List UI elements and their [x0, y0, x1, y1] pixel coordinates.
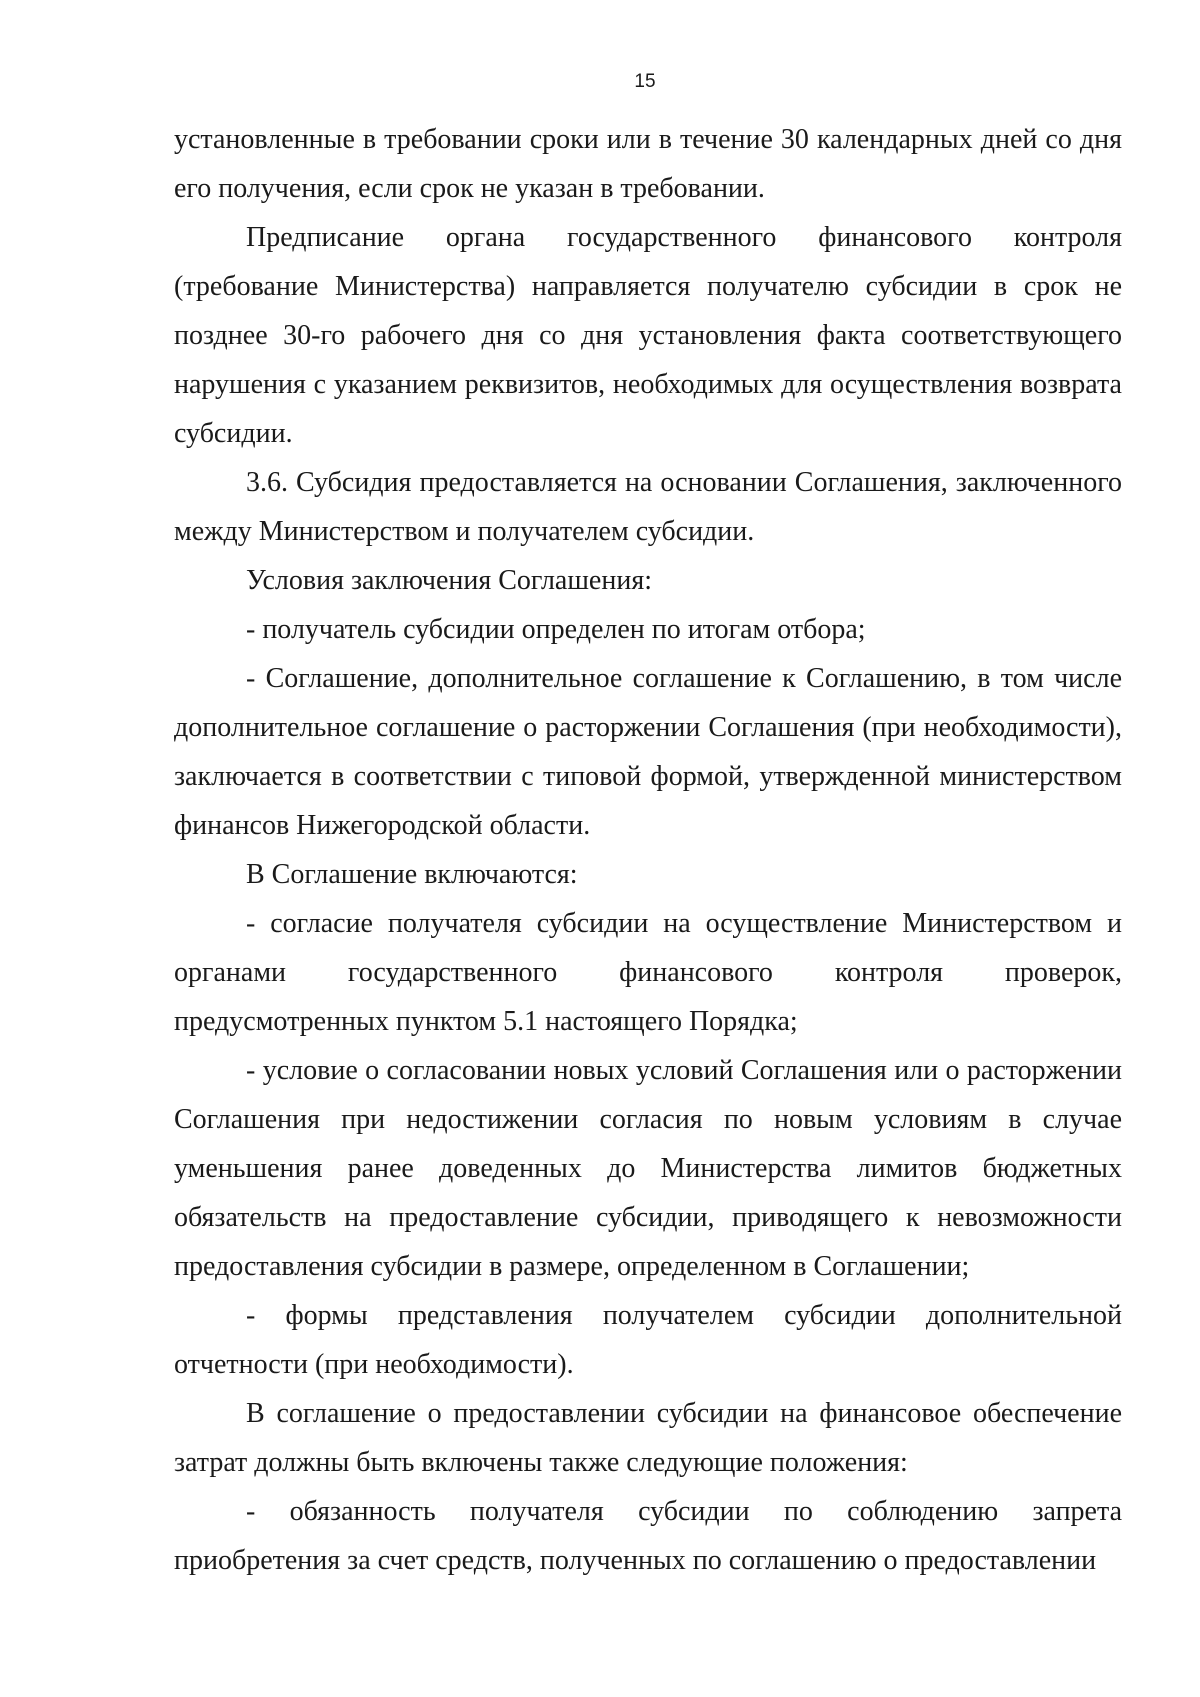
page-number: 15	[634, 71, 656, 92]
list-item-recipient-selected: - получатель субсидии определен по итогам отбора;	[246, 614, 866, 645]
list-item-reporting-forms: - формы представления получателем субсидии дополнительной отчетности (при необходимости).	[174, 1300, 1122, 1380]
paragraph-section-3-6: 3.6. Субсидия предоставляется на основании Соглашения, заключенного между Министерством и получателем субсидии.	[174, 467, 1122, 547]
list-item-consent-to-inspections: - согласие получателя субсидии на осуществление Министерством и органами государственного финансового контроля проверок, предусмотренных пунктом 5.1 настоящего Порядка;	[174, 908, 1122, 1037]
list-item-agreement-form: - Соглашение, дополнительное соглашение к Соглашению, в том числе дополнительное соглашение о расторжении Соглашения (при необходимости), заключается в соответствии с типовой формой, утвержденной министерством финансов Нижегородской области.	[174, 663, 1122, 841]
document-body	[174, 115, 1122, 1585]
paragraph-prescription: Предписание органа государственного финансового контроля (требование Министерства) направляется получателю субсидии в срок не позднее 30-го рабочего дня со дня установления факта соответствующего нарушения с указанием реквизитов, необходимых для осуществления возврата субсидии.	[174, 222, 1122, 449]
paragraph-agreement-conditions-heading: Условия заключения Соглашения:	[246, 565, 652, 596]
paragraph-financing-provisions: В соглашение о предоставлении субсидии на финансовое обеспечение затрат должны быть включены также следующие положения:	[174, 1398, 1122, 1478]
list-item-purchase-prohibition: - обязанность получателя субсидии по соблюдению запрета приобретения за счет средств, полученных по соглашению о предоставлении	[174, 1496, 1122, 1576]
paragraph-continuation: установленные в требовании сроки или в течение 30 календарных дней со дня его получения, если срок не указан в требовании.	[174, 124, 1122, 204]
paragraph-agreement-includes-heading: В Соглашение включаются:	[246, 859, 578, 890]
list-item-new-conditions: - условие о согласовании новых условий Соглашения или о расторжении Соглашения при недостижении согласия по новым условиям в случае уменьшения ранее доведенных до Министерства лимитов бюджетных обязательств на предоставление субсидии, приводящего к невозможности предоставления субсидии в размере, определенном в Соглашении;	[174, 1055, 1122, 1282]
